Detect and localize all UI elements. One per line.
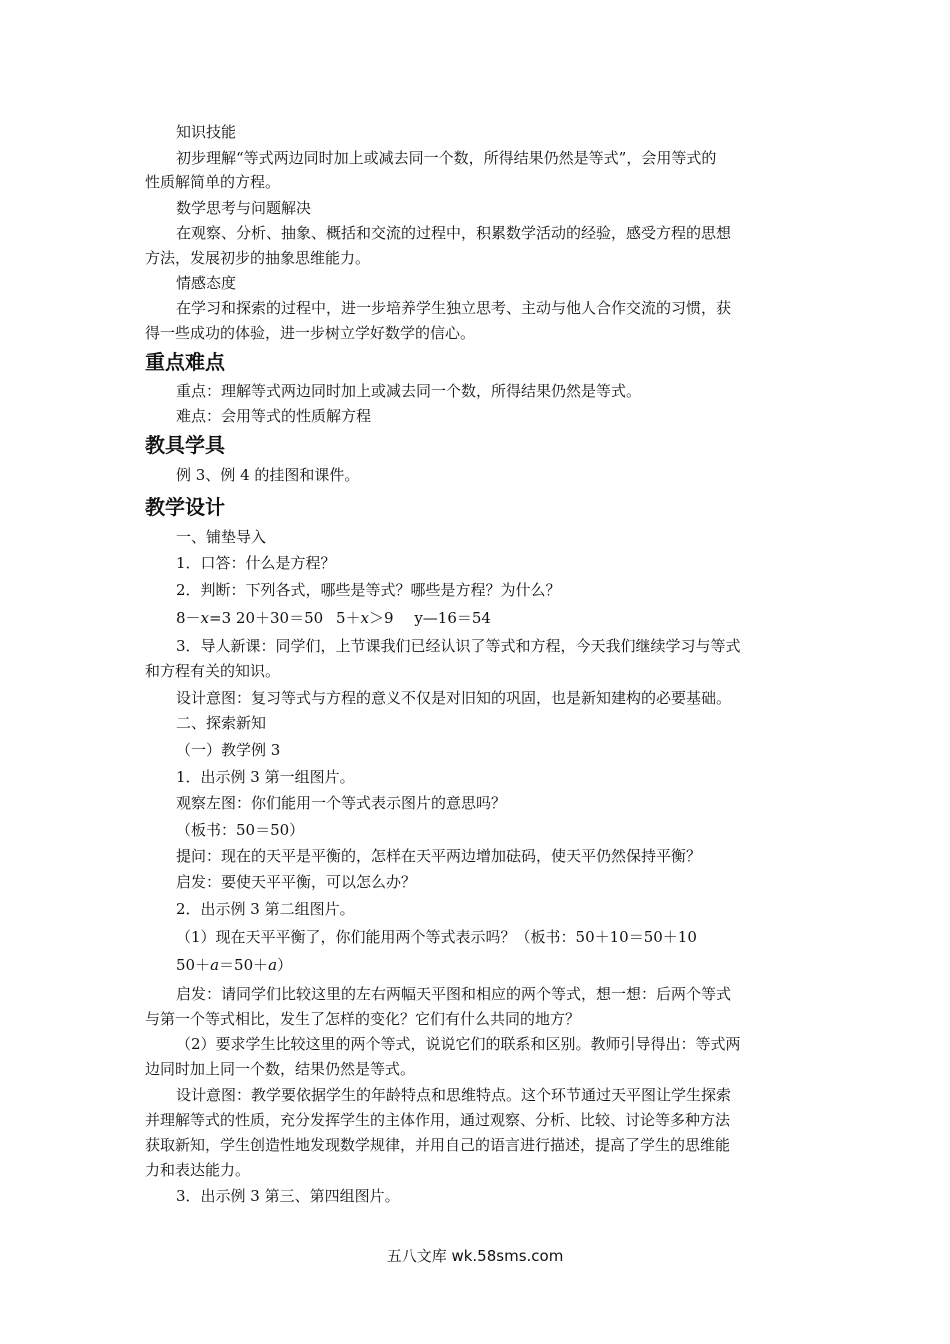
step-2-hint-line2: 与第一个等式相比，发生了怎样的变化？它们有什么共同的地方？ [145,1010,581,1028]
design-intent-2-line1: 设计意图：教学要依据学生的年龄特点和思维特点。这个环节通过天平图让学生探索 [176,1086,732,1104]
section-title-key-points: 重点难点 [145,350,225,374]
equation-b: 20＋30＝50 [235,609,324,627]
thinking-text-line1: 在观察、分析、抽象、概括和交流的过程中，积累数学活动的经验，感受方程的思想 [176,224,732,242]
question-3-line2: 和方程有关的知识。 [145,662,281,680]
step-1: 1．出示例 3 第一组图片。 [176,768,355,786]
question-1: 1．口答：什么是方程？ [176,554,336,572]
section-title-materials: 教具学具 [145,433,225,457]
step-2-hint-line1: 启发：请同学们比较这里的左右两幅天平图和相应的两个等式，想一想：后两个等式 [176,985,732,1003]
step-1-observe: 观察左图：你们能用一个等式表示图片的意思吗？ [176,794,507,812]
step-2-2-line1: （2）要求学生比较这里的两个等式，说说它们的联系和区别。教师引导得出：等式两 [176,1035,741,1053]
step-2: 2．出示例 3 第二组图片。 [176,900,355,918]
step-2-1-line1: （1）现在天平平衡了，你们能用两个等式表示吗？（板书：50＋10＝50＋10 [176,928,697,946]
thinking-heading: 数学思考与问题解决 [176,199,312,217]
skills-heading: 知识技能 [176,123,237,141]
attitude-heading: 情感态度 [176,274,237,292]
materials-text: 例 3、例 4 的挂图和课件。 [176,466,360,484]
design-intent-2-line4: 力和表达能力。 [145,1161,251,1179]
question-2: 2．判断：下列各式，哪些是等式？哪些是方程？为什么？ [176,581,561,599]
attitude-text-line1: 在学习和探索的过程中，进一步培养学生独立思考、主动与他人合作交流的习惯，获 [176,299,732,317]
part2-heading: 二、探索新知 [176,714,267,732]
footer-watermark: 五八文库 wk.58sms.com [386,1247,564,1265]
key-point-difficulty: 难点：会用等式的性质解方程 [176,407,372,425]
subsection-example-3: （一）教学例 3 [176,741,281,759]
design-intent-2-line3: 获取新知，学生创造性地发现数学规律，并用自己的语言进行描述，提高了学生的思维能 [145,1136,731,1154]
thinking-text-line2: 方法，发展初步的抽象思维能力。 [145,249,371,267]
step-1-question: 提问：现在的天平是平衡的，怎样在天平两边增加砝码，使天平仍然保持平衡？ [176,847,702,865]
equation-c: 5＋x＞9 [335,609,394,627]
equation-list [176,608,846,628]
part1-heading: 一、铺垫导入 [176,528,267,546]
skills-text-line2: 性质解简单的方程。 [145,173,281,191]
design-intent-1: 设计意图：复习等式与方程的意义不仅是对旧知的巩固，也是新知建构的必要基础。 [176,689,732,707]
design-intent-2-line2: 并理解等式的性质，充分发挥学生的主体作用，通过观察、分析、比较、讨论等多种方法 [145,1111,731,1129]
section-title-design: 教学设计 [145,495,225,519]
step-3: 3．出示例 3 第三、第四组图片。 [176,1187,400,1205]
step-2-2-line2: 边同时加上同一个数，结果仍然是等式。 [145,1060,416,1078]
equation-a: 8－x=3 [176,609,232,627]
key-point-focus: 重点：理解等式两边同时加上或减去同一个数，所得结果仍然是等式。 [176,382,642,400]
equation-d: y—16＝54 [414,609,491,627]
step-1-board: （板书：50＝50） [176,821,305,839]
step-2-1-line2: 50＋a＝50＋a） [176,956,293,974]
attitude-text-line2: 得一些成功的体验，进一步树立学好数学的信心。 [145,324,476,342]
question-3-line1: 3．导人新课：同学们，上节课我们已经认识了等式和方程，今天我们继续学习与等式 [176,637,741,655]
step-1-hint: 启发：要使天平平衡，可以怎么办？ [176,873,417,891]
skills-text-line1: 初步理解“等式两边同时加上或减去同一个数，所得结果仍然是等式”，会用等式的 [176,149,717,167]
